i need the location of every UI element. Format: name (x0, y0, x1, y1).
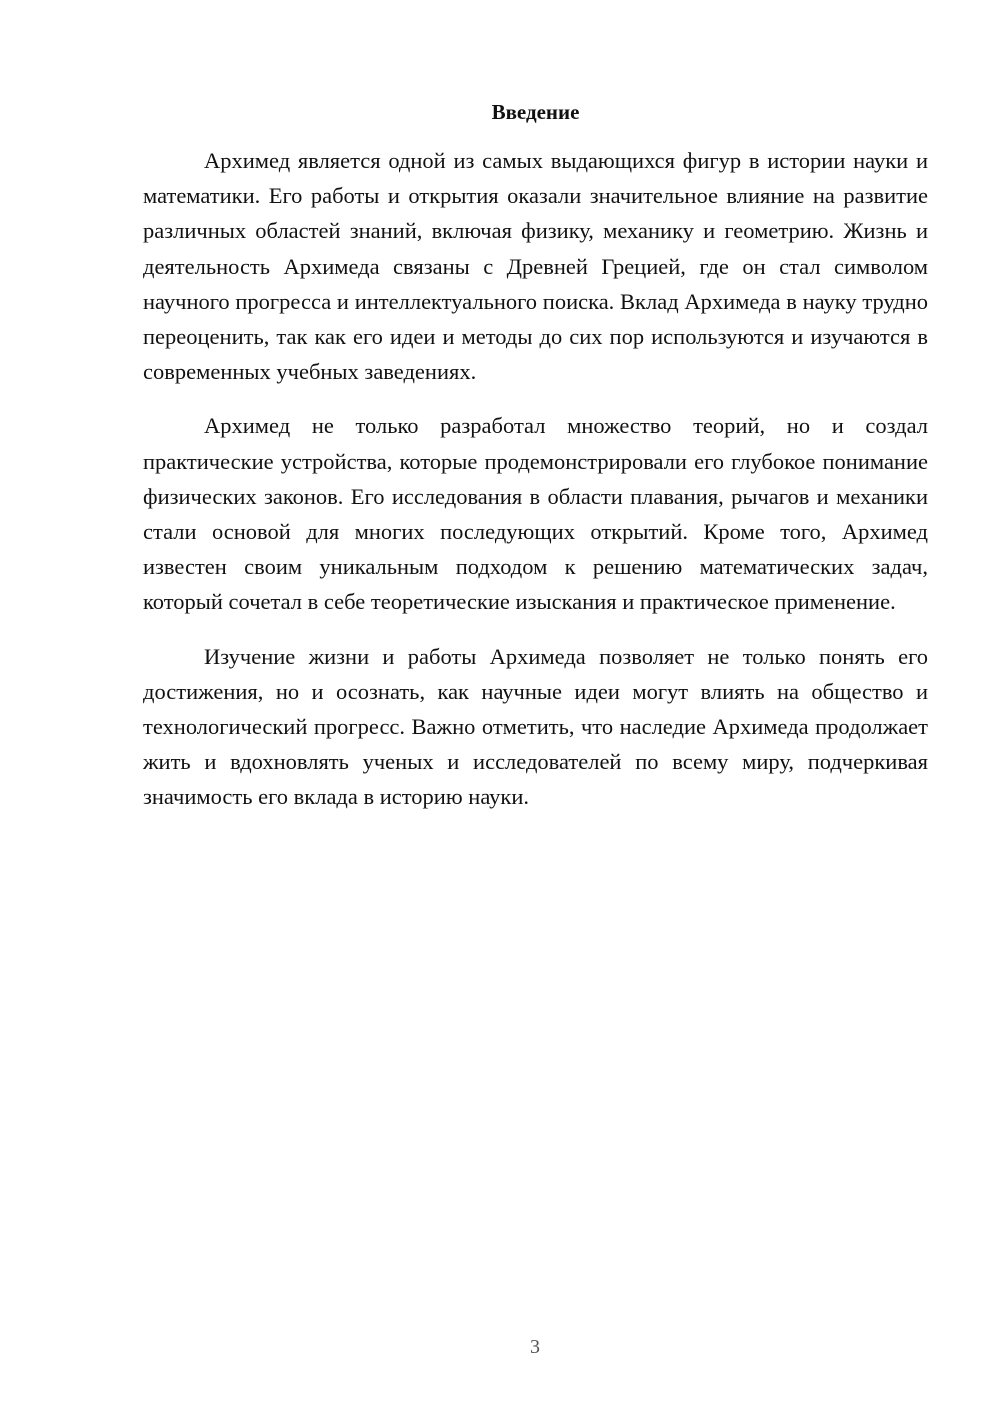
page-number: 3 (530, 1336, 540, 1358)
section-heading: Введение (491, 100, 580, 124)
paragraph-3: Изучение жизни и работы Архимеда позволяет не только понять его достижения, но и осознать, как научные идеи могут влиять на общество и технологический прогресс. Важно отметить, что наследие Архимеда продолжает жить и вдохновлять ученых и исследователей по всему миру, подчеркивая значимость его вклада в историю науки. (143, 643, 928, 810)
paragraph-1: Архимед является одной из самых выдающихся фигур в истории науки и математики. Его работы и открытия оказали значительное влияние на развитие различных областей знаний, включая физику, механику и геометрию. Жизнь и деятельность Архимеда связаны с Древней Грецией, где он стал символом научного прогресса и интеллектуального поиска. Вклад Архимеда в науку трудно переоценить, так как его идеи и методы до сих пор используются и изучаются в современных учебных заведениях. (143, 148, 928, 385)
body-text (143, 143, 928, 815)
paragraph-2: Архимед не только разработал множество теорий, но и создал практические устройства, которые продемонстрировали его глубокое понимание физических законов. Его исследования в области плавания, рычагов и механики стали основой для многих последующих открытий. Кроме того, Архимед известен своим уникальным подходом к решению математических задач, который сочетал в себе теоретические изыскания и практическое применение. (143, 413, 928, 615)
